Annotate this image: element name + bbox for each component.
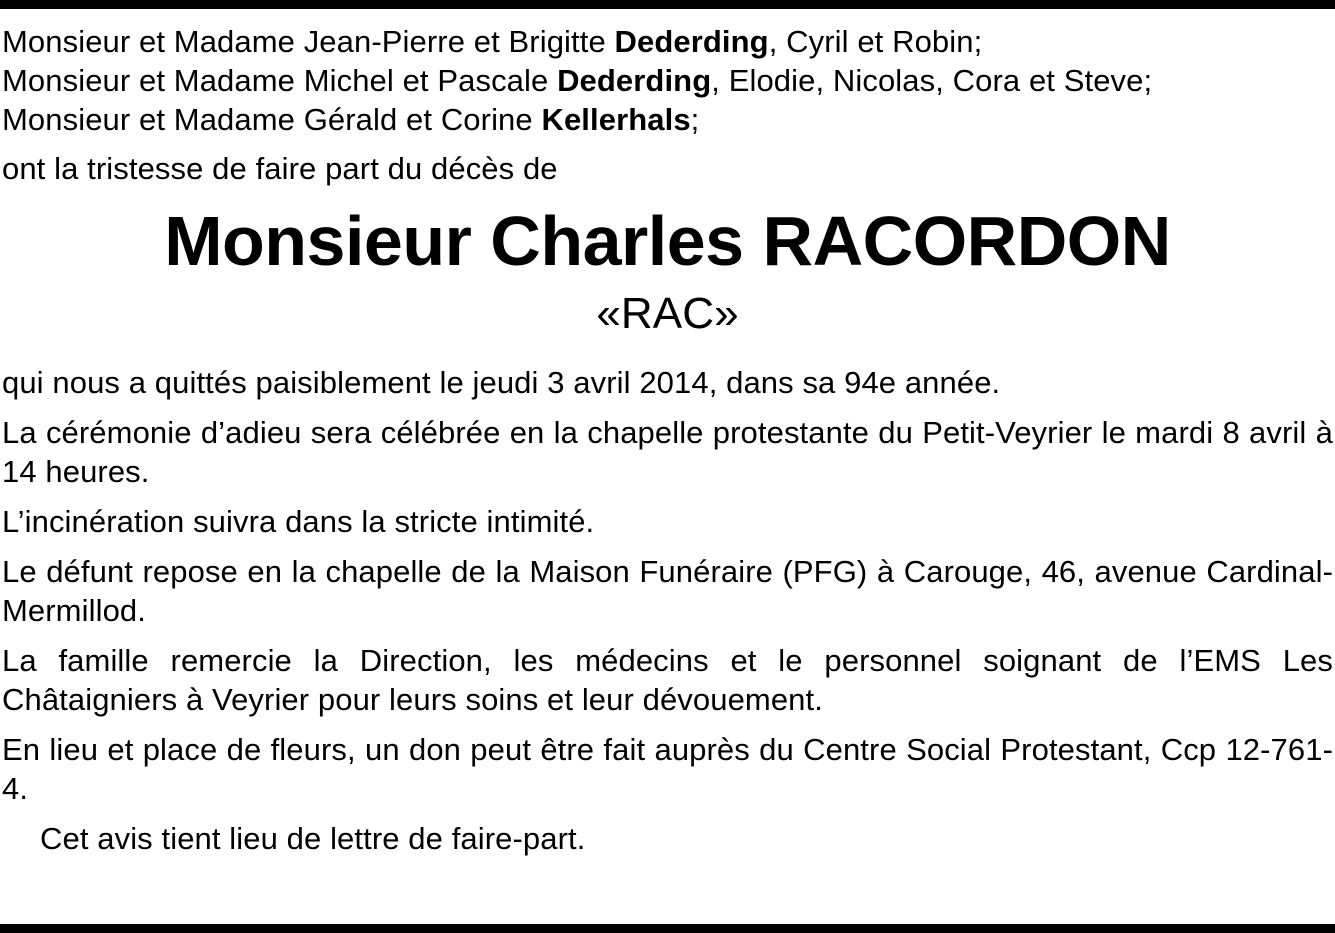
deceased-nickname: «RAC» xyxy=(596,289,739,338)
cremation-note: L’incinération suivra dans la stricte intimité. xyxy=(2,504,595,539)
family-line-2-surname: Dederding xyxy=(557,63,712,98)
family-line-1-names: Monsieur et Madame Jean-Pierre et Brigitte xyxy=(2,24,606,59)
family-line-1 xyxy=(2,22,1333,61)
bottom-border-rule xyxy=(0,924,1335,933)
announcement-intro: ont la tristesse de faire part du décès de xyxy=(2,151,558,186)
family-line-2-rest: , Elodie, Nicolas, Cora et Steve; xyxy=(711,63,1153,98)
family-line-2-names: Monsieur et Madame Michel et Pascale xyxy=(2,63,549,98)
ceremony-details: La cérémonie d’adieu sera célébrée en la chapelle protestante du Petit-Veyrier le mardi 8 avril à 14 heures. xyxy=(2,415,1333,489)
resting-place: Le défunt repose en la chapelle de la Maison Funéraire (PFG) à Carouge, 46, avenue Cardinal-Mermillod. xyxy=(2,554,1333,628)
closing-note: Cet avis tient lieu de lettre de faire-part. xyxy=(40,821,586,856)
top-border-rule xyxy=(0,0,1335,9)
deceased-name: Monsieur Charles RACORDON xyxy=(164,202,1171,280)
obituary-notice xyxy=(2,22,1333,858)
family-line-2 xyxy=(2,61,1333,100)
family-line-3-surname: Kellerhals xyxy=(541,102,691,137)
family-line-3-rest: ; xyxy=(690,102,700,137)
family-line-3-names: Monsieur et Madame Gérald et Corine xyxy=(2,102,533,137)
family-line-1-rest: , Cyril et Robin; xyxy=(768,24,983,59)
passing-details: qui nous a quittés paisiblement le jeudi 3 avril 2014, dans sa 94e année. xyxy=(2,365,1001,400)
family-thanks: La famille remercie la Direction, les médecins et le personnel soignant de l’EMS Les Châtaigniers à Veyrier pour leurs soins et leur dévouement. xyxy=(2,643,1333,717)
donation-note: En lieu et place de fleurs, un don peut être fait auprès du Centre Social Protestant, Ccp 12-761-4. xyxy=(2,732,1333,806)
family-line-1-surname: Dederding xyxy=(614,24,769,59)
family-line-3 xyxy=(2,100,1333,139)
